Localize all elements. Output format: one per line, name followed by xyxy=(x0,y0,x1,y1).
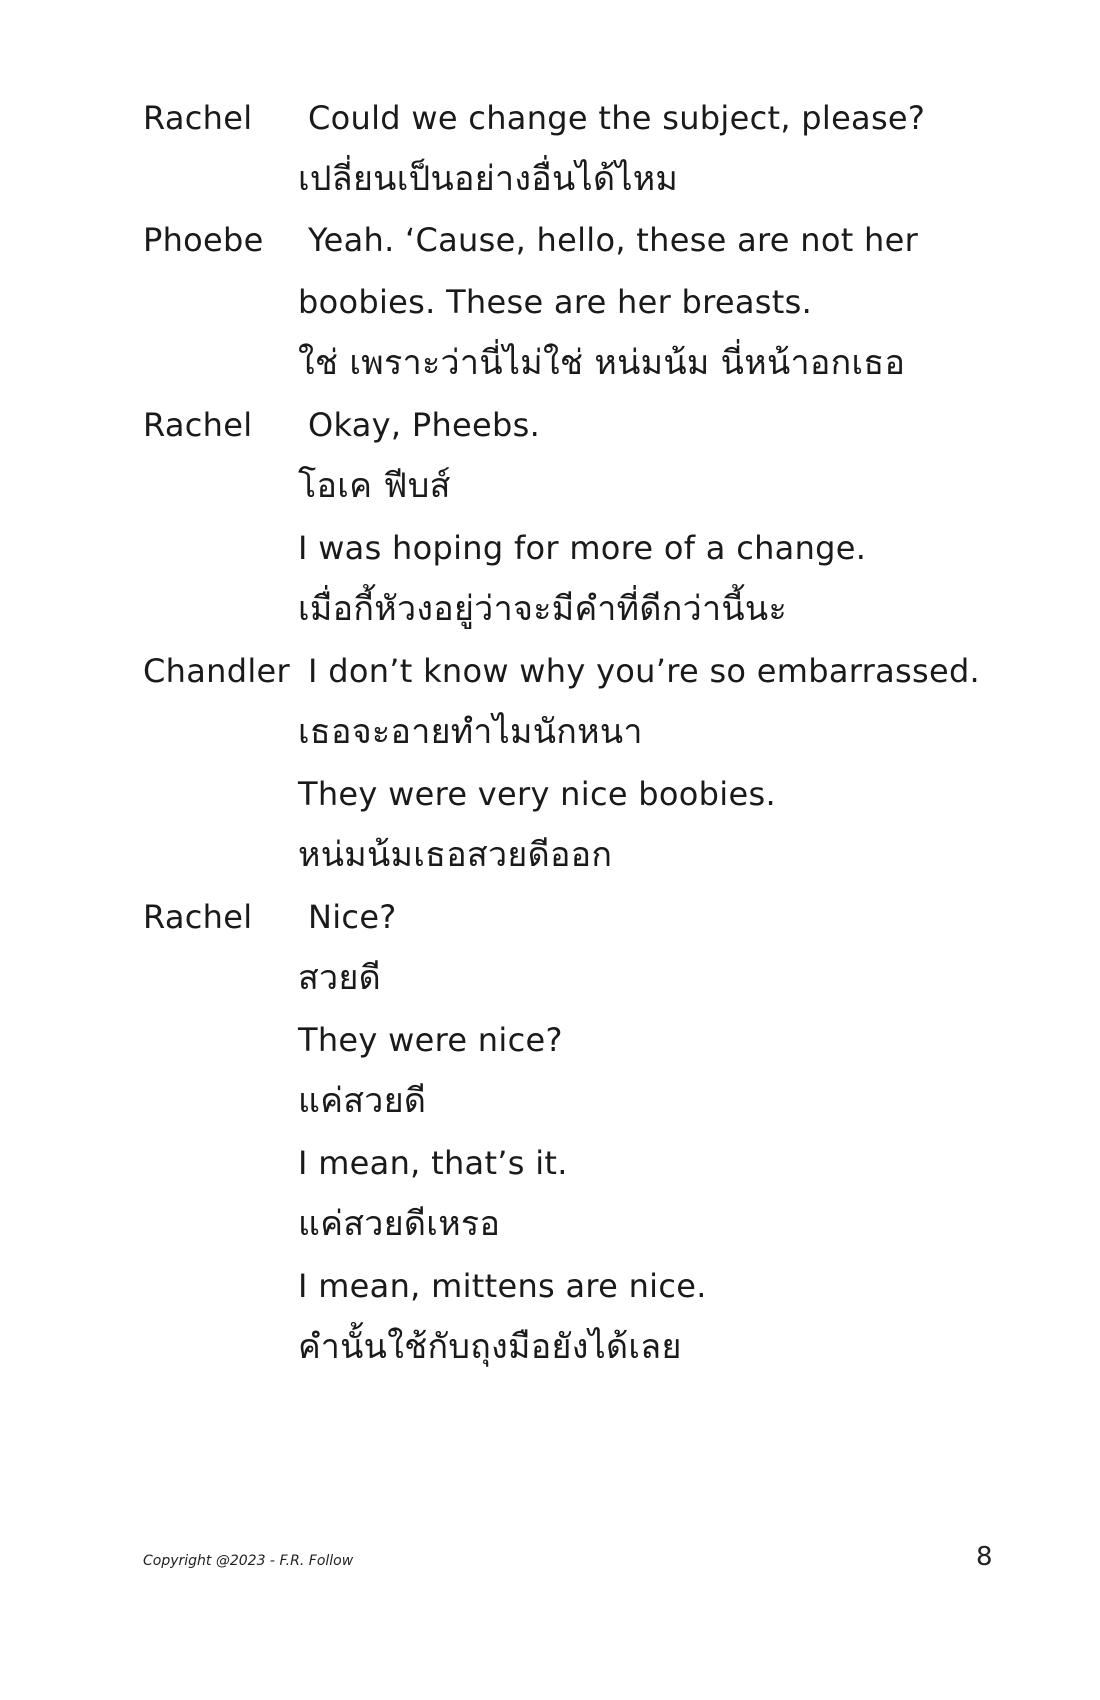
dialogue-line-thai: สวยดี xyxy=(298,958,382,998)
dialogue-line: I don’t know why you’re so embarrassed. xyxy=(308,652,981,690)
dialogue-line: Okay, Pheebs. xyxy=(308,406,541,444)
dialogue-line: Could we change the subject, please? xyxy=(308,99,926,137)
dialogue-line-thai: เมื่อกี้หัวงอยู่ว่าจะมีคำที่ดีกว่านี้นะ xyxy=(298,589,788,629)
dialogue-line: Nice? xyxy=(308,898,397,936)
dialogue-line: Yeah. ‘Cause, hello, these are not her xyxy=(308,221,919,259)
dialogue-line-thai: แค่สวยดีเหรอ xyxy=(298,1204,501,1244)
dialogue-line-thai: คำนั้นใช้กับถุงมือยังได้เลย xyxy=(298,1327,682,1367)
dialogue-line: They were nice? xyxy=(298,1021,563,1059)
speaker-name: Phoebe xyxy=(143,221,264,259)
speaker-name: Chandler xyxy=(143,652,290,690)
dialogue-line-thai: แค่สวยดี xyxy=(298,1081,427,1121)
dialogue-line-thai: โอเค ฟีบส์ xyxy=(298,466,451,506)
page-number: 8 xyxy=(976,1542,993,1572)
dialogue-line: boobies. These are her breasts. xyxy=(298,283,813,321)
speaker-name: Rachel xyxy=(143,898,253,936)
dialogue-line-thai: ใช่ เพราะว่านี่ไม่ใช่ หน่มน้ม นี่หน้าอกเธอ xyxy=(298,343,906,383)
speaker-name: Rachel xyxy=(143,406,253,444)
dialogue-line-thai: เธอจะอายทำไมนักหนา xyxy=(298,712,643,752)
dialogue-line: They were very nice boobies. xyxy=(298,775,776,813)
dialogue-line: I mean, mittens are nice. xyxy=(298,1267,707,1305)
speaker-name: Rachel xyxy=(143,99,253,137)
dialogue-line: I mean, that’s it. xyxy=(298,1144,568,1182)
dialogue-line: I was hoping for more of a change. xyxy=(298,529,867,567)
dialogue-line-thai: เปลี่ยนเป็นอย่างอื่นได้ไหม xyxy=(298,159,679,199)
dialogue-line-thai: หน่มน้มเธอสวยดีออก xyxy=(298,835,613,875)
copyright-notice: Copyright @2023 - F.R. Follow xyxy=(143,1553,354,1569)
